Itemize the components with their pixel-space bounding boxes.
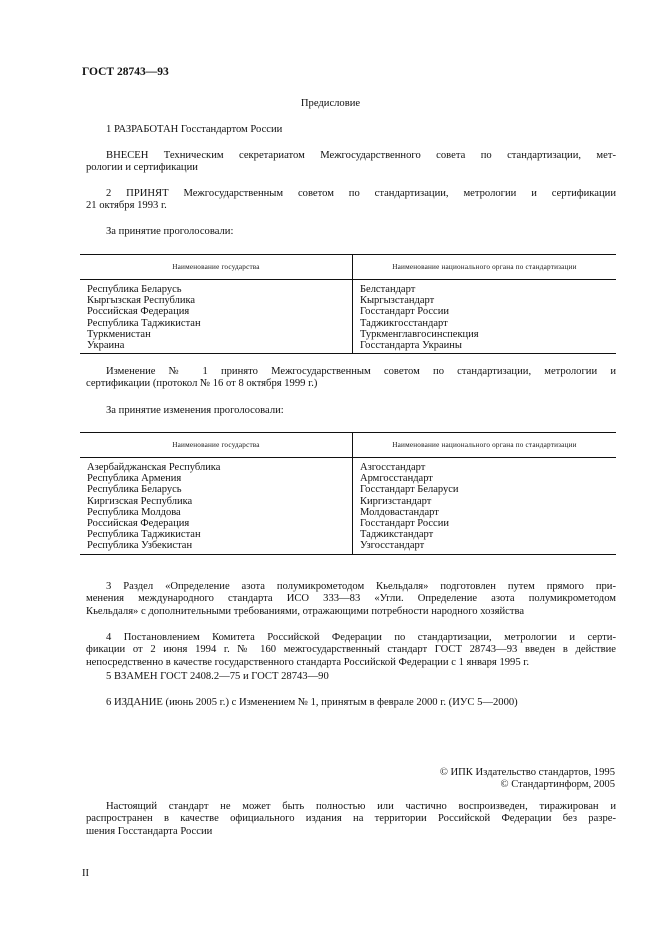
paragraph-section-source — [86, 581, 616, 618]
table-header-row — [80, 433, 616, 458]
list-item: Таджикстандарт — [360, 529, 434, 541]
paragraph-line: Кьельдаля» с дополнительными требованиями, отражающими потребности народного хозяйства — [86, 605, 525, 617]
voted-label: За принятие проголосовали: — [106, 226, 234, 237]
list-item: Кыргызская Республика — [87, 295, 196, 307]
paragraph-introduced — [86, 150, 616, 175]
list-item: Госстандарт Беларуси — [360, 484, 459, 496]
document-code: ГОСТ 28743—93 — [82, 66, 169, 78]
paragraph-line: сертификации (протокол № 16 от 8 октября 1999 г.) — [86, 378, 318, 390]
table-row — [80, 458, 616, 555]
paragraph-developed-text: 1 РАЗРАБОТАН Госстандартом России — [106, 124, 283, 135]
list-item: Республика Таджикистан — [87, 317, 201, 329]
copyright-block — [300, 767, 615, 792]
list-item: Таджикгосстандарт — [360, 317, 448, 329]
copyright-line: © ИПК Издательство стандартов, 1995 — [439, 767, 615, 778]
header-organ: Наименование национального органа по стандартизации — [353, 433, 617, 458]
list-item: Госстандарта Украины — [360, 339, 462, 351]
paragraph-replaces: 5 ВЗАМЕН ГОСТ 2408.2—75 и ГОСТ 28743—90 — [106, 671, 329, 682]
list-item: Российская Федерация — [87, 517, 190, 529]
list-item: Госстандарт России — [360, 517, 449, 529]
list-item: Азербайджанская Республика — [87, 462, 221, 473]
list-item: Молдовастандарт — [360, 506, 439, 518]
paragraph-line: фикации от 2 июня 1994 г. № 160 межгосударственный стандарт ГОСТ 28743—93 введен в действие — [86, 644, 616, 656]
list-item: Республика Таджикистан — [87, 529, 201, 541]
list-item: Туркменистан — [87, 328, 151, 340]
paragraph-decree — [86, 632, 616, 669]
paragraph-line: 2 ПРИНЯТ Межгосударственным советом по стандартизации, метрологии и сертификации — [106, 188, 616, 199]
list-item: Киргизстандарт — [360, 495, 432, 507]
list-item: Госстандарт России — [360, 306, 449, 318]
paragraph-line: 21 октября 1993 г. — [86, 200, 167, 212]
page-number: II — [82, 868, 90, 879]
paragraph-notice — [86, 801, 616, 838]
header-organ: Наименование национального органа по стандартизации — [353, 255, 617, 280]
header-state: Наименование государства — [80, 255, 353, 280]
state-list — [80, 280, 353, 354]
copyright-line: © Стандартинформ, 2005 — [500, 779, 615, 791]
paragraph-line: рологии и сертификации — [86, 162, 198, 174]
list-item: Украина — [87, 339, 125, 351]
paragraph-line: Настоящий стандарт не может быть полностью или частично воспроизведен, тиражирован и — [106, 801, 616, 812]
table-header-row — [80, 255, 616, 280]
paragraph-line: 3 Раздел «Определение азота полумикрометодом Кьельдаля» подготовлен путем прямого при- — [106, 581, 616, 592]
list-item: Республика Молдова — [87, 506, 181, 518]
list-item: Кыргызстандарт — [360, 295, 435, 307]
paragraph-developed — [86, 124, 616, 136]
list-item: Республика Армения — [87, 473, 182, 485]
paragraph-line: 4 Постановлением Комитета Российской Федерации по стандартизации, метрологии и серти- — [106, 632, 616, 643]
state-list — [80, 458, 353, 555]
amendment-voting-table — [80, 432, 616, 555]
paragraph-line: ВНЕСЕН Техническим секретариатом Межгосударственного совета по стандартизации, мет- — [106, 150, 616, 161]
list-item: Республика Беларусь — [87, 284, 182, 295]
list-item: Республика Узбекистан — [87, 540, 193, 552]
table-row — [80, 280, 616, 354]
paragraph-line: распространен в качестве официального издания на территории Российской Федерации без разре- — [86, 813, 616, 825]
header-state: Наименование государства — [80, 433, 353, 458]
paragraph-line: шения Госстандарта России — [86, 825, 213, 837]
section-title: Предисловие — [300, 98, 361, 109]
organ-list — [353, 280, 617, 354]
paragraph-line: Изменение № 1 принято Межгосударственным советом по стандартизации, метрологии и — [106, 366, 616, 377]
list-item: Туркменглавгосинспекция — [360, 328, 479, 340]
list-item: Киргизская Республика — [87, 495, 193, 507]
paragraph-adopted — [86, 188, 616, 213]
organ-list — [353, 458, 617, 555]
list-item: Узгосстандарт — [360, 540, 425, 552]
voted-amendment-label: За принятие изменения проголосовали: — [106, 405, 284, 416]
list-item: Белстандарт — [360, 284, 416, 295]
list-item: Азгосстандарт — [360, 462, 426, 473]
paragraph-edition: 6 ИЗДАНИЕ (июнь 2005 г.) с Изменением № 1, принятым в феврале 2000 г. (ИУС 5—2000) — [106, 697, 518, 708]
paragraph-line: непосредственно в качестве государственного стандарта Российской Федерации с 1 января 1995 г. — [86, 656, 530, 668]
paragraph-amendment — [86, 366, 616, 391]
list-item: Армгосстандарт — [360, 473, 433, 485]
paragraph-line: менения международного стандарта ИСО 333—83 «Угли. Определение азота полумикрометодом — [86, 593, 616, 605]
list-item: Российская Федерация — [87, 306, 190, 318]
list-item: Республика Беларусь — [87, 484, 182, 496]
voting-table — [80, 254, 616, 354]
